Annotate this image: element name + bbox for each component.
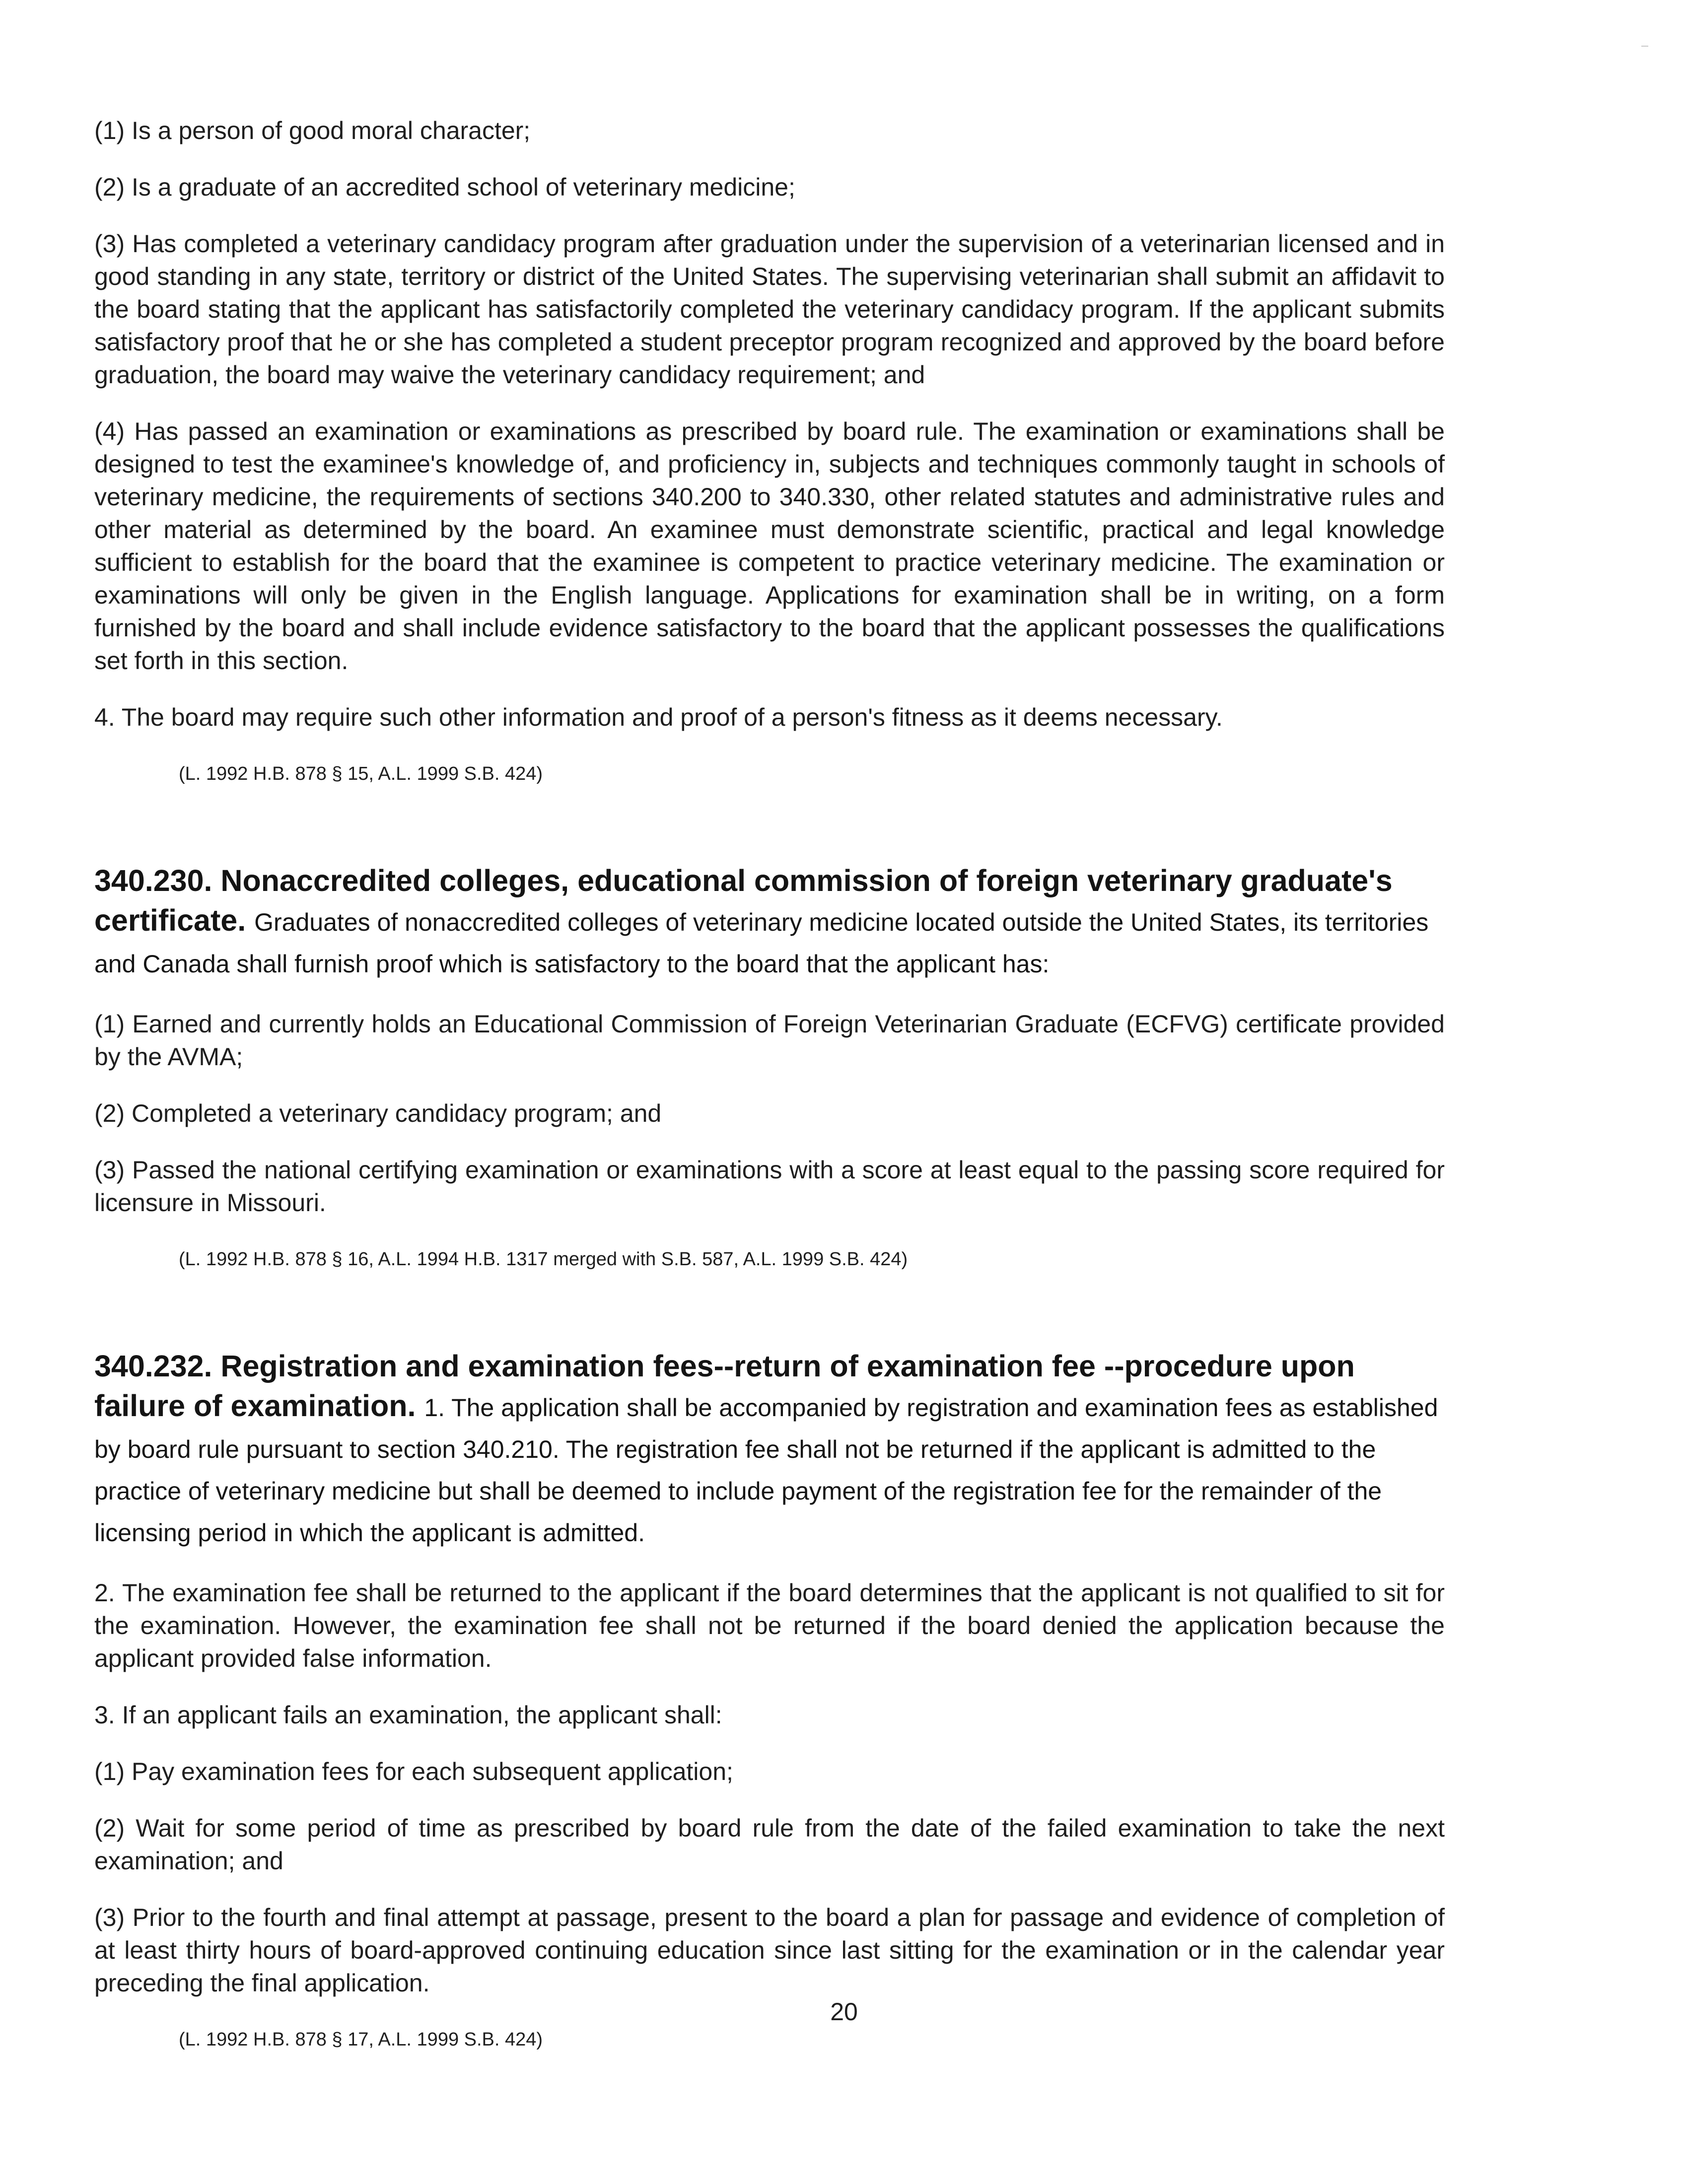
page-number: 20 xyxy=(830,1998,858,2026)
section-intro: Graduates of nonaccredited colleges of veterinary medicine located outside the United States, its territories and Canada shall furnish proof which is satisfactory to the board that the applicant has: xyxy=(94,908,1429,978)
section-intro: 1. The application shall be accompanied by registration and examination fees as established by board rule pursuant to section 340.210. The registration fee shall not be returned if the applicant is admitted to the practice of veterinary medicine but shall be deemed to include payment of the registration fee for the remainder of the licensing period in which the applicant is admitted. xyxy=(94,1394,1438,1547)
subsection-4-fitness: 4. The board may require such other information and proof of a person's fitness as it deems necessary. xyxy=(94,703,1223,731)
item-2-accredited-graduate: (2) Is a graduate of an accredited school of veterinary medicine; xyxy=(94,173,795,201)
section-340-230 xyxy=(94,861,1445,984)
s232-item-3-3: (3) Prior to the fourth and final attempt at passage, present to the board a plan for passage and evidence of completion of at least thirty hours of board-approved continuing education since last sitting for the examination or in the calendar year preceding the final application. xyxy=(94,1904,1445,1997)
s232-item-3: 3. If an applicant fails an examination, the applicant shall: xyxy=(94,1701,722,1729)
s230-item-2: (2) Completed a veterinary candidacy program; and xyxy=(94,1099,662,1127)
section-heading: 340.230. Nonaccredited colleges, educational commission of foreign veterinary graduate's certificate. xyxy=(94,864,1393,937)
section-heading: 340.232. Registration and examination fees--return of examination fee --procedure upon failure of examination. xyxy=(94,1349,1355,1423)
s230-item-3: (3) Passed the national certifying examination or examinations with a score at least equal to the passing score required for licensure in Missouri. xyxy=(94,1156,1445,1217)
s230-item-1: (1) Earned and currently holds an Educational Commission of Foreign Veterinarian Graduate (ECFVG) certificate provided by the AVMA; xyxy=(94,1010,1445,1071)
item-3-candidacy-program: (3) Has completed a veterinary candidacy program after graduation under the supervision of a veterinarian licensed and in good standing in any state, territory or district of the United States. The supervising veterinarian shall submit an affidavit to the board stating that the applicant has satisfactorily completed the veterinary candidacy program. If the applicant submits satisfactory proof that he or she has completed a student preceptor program recognized and approved by the board before graduation, the board may waive the veterinary candidacy requirement; and xyxy=(94,230,1445,389)
section-340-232 xyxy=(94,1346,1445,1553)
scan-speck xyxy=(1641,46,1648,47)
history-note: (L. 1992 H.B. 878 § 16, A.L. 1994 H.B. 1317 merged with S.B. 587, A.L. 1999 S.B. 424) xyxy=(179,1249,908,1270)
history-note: (L. 1992 H.B. 878 § 17, A.L. 1999 S.B. 424) xyxy=(179,2029,543,2050)
document-page xyxy=(94,114,1445,2052)
item-4-examination: (4) Has passed an examination or examinations as prescribed by board rule. The examination or examinations shall be designed to test the examinee's knowledge of, and proficiency in, subjects and techniques commonly taught in schools of veterinary medicine, the requirements of sections 340.200 to 340.330, other related statutes and administrative rules and other material as determined by the board. An examinee must demonstrate scientific, practical and legal knowledge sufficient to establish for the board that the examinee is competent to practice veterinary medicine. The examination or examinations will only be given in the English language. Applications for examination shall be in writing, on a form furnished by the board and shall include evidence satisfactory to the board that the applicant possesses the qualifications set forth in this section. xyxy=(94,417,1445,675)
s232-item-2: 2. The examination fee shall be returned to the applicant if the board determines that the applicant is not qualified to sit for the examination. However, the examination fee shall not be returned if the board denied the application because the applicant provided false information. xyxy=(94,1579,1445,1672)
s232-item-3-1: (1) Pay examination fees for each subsequent application; xyxy=(94,1758,733,1785)
history-note: (L. 1992 H.B. 878 § 15, A.L. 1999 S.B. 424) xyxy=(179,763,543,784)
s232-item-3-2: (2) Wait for some period of time as prescribed by board rule from the date of the failed examination to take the next examination; and xyxy=(94,1814,1445,1875)
item-1-good-moral-character: (1) Is a person of good moral character; xyxy=(94,117,531,144)
